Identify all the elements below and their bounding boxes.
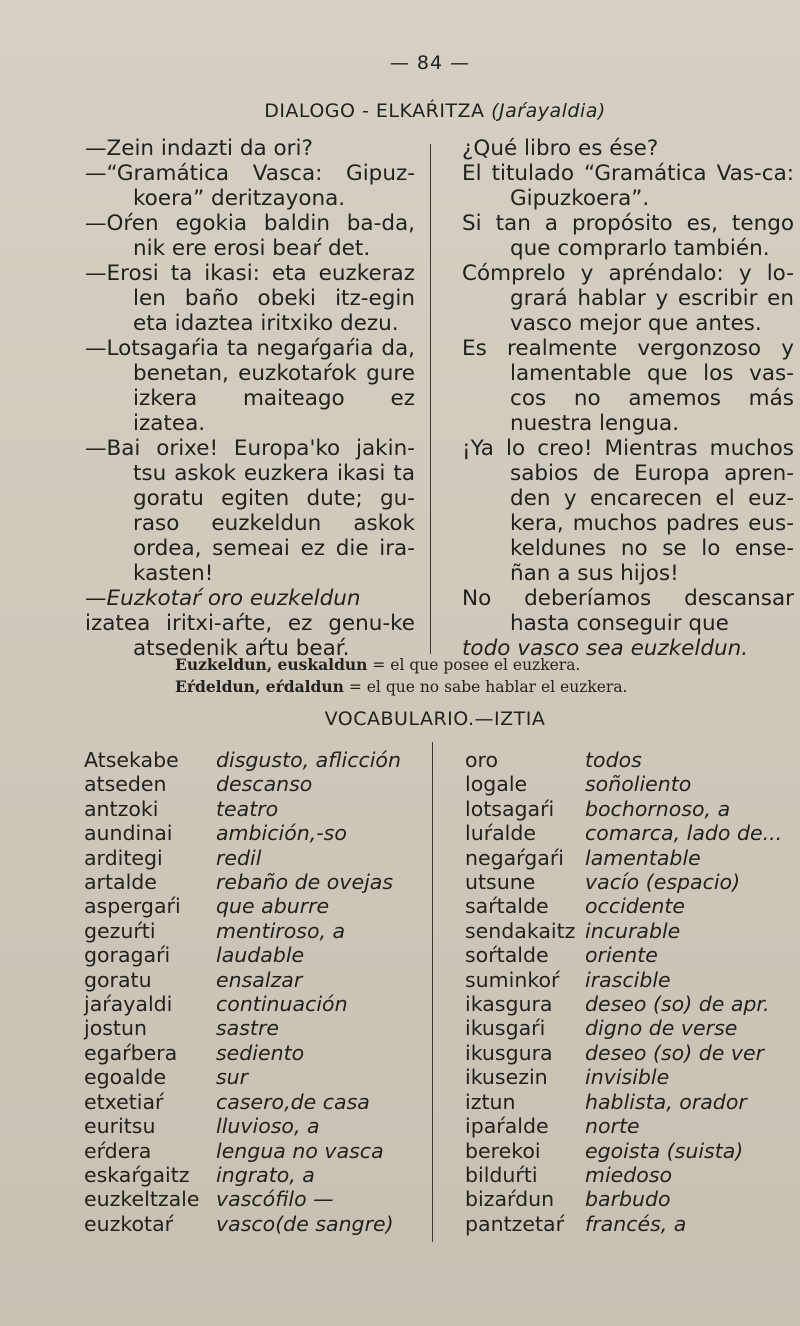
vocabulary-term: utsune xyxy=(465,870,536,895)
vocabulary-gloss: vacío (espacio) xyxy=(585,870,741,895)
vocabulary-gloss: ambición,-so xyxy=(216,821,347,846)
vocabulary-gloss: incurable xyxy=(585,918,681,943)
dialog-line: —Zein indazti da ori? xyxy=(85,136,313,161)
vocabulary-row xyxy=(84,1090,424,1114)
vocabulary-gloss: descanso xyxy=(216,772,313,797)
vocabulary-row xyxy=(84,894,424,918)
footnote-line xyxy=(175,676,735,698)
dialog-line: —Bai orixe! Europa'ko jakin-tsu askok euzkera ikasi ta goratu egiten dute; gu-raso euzkeldun askok ordea, semeai ez die ira-kasten! xyxy=(85,436,415,586)
vocabulary-term: suminkoŕ xyxy=(465,967,560,992)
vocabulary-row xyxy=(84,821,424,845)
vocabulary-row xyxy=(84,1187,424,1211)
vocabulary-gloss: redil xyxy=(216,845,262,870)
vocabulary-term: jaŕayaldi xyxy=(84,992,173,1017)
vocabulary-row xyxy=(84,748,424,772)
vocabulary-gloss: sur xyxy=(216,1065,249,1090)
vocabulary-gloss: lamentable xyxy=(585,845,701,870)
vocabulary-term: antzoki xyxy=(84,796,159,821)
vocabulary-term: euzkotaŕ xyxy=(84,1211,174,1236)
dialog-line: —Erosi ta ikasi: eta euzkeraz len baño obeki itz-egin eta idaztea iritxiko dezu. xyxy=(85,261,415,336)
vocabulary-row xyxy=(84,1212,424,1236)
vocabulary-gloss: oriente xyxy=(585,943,658,968)
vocabulary-term: aundinai xyxy=(84,821,173,846)
vocabulary-row xyxy=(465,797,800,821)
vocabulary-gloss: soñoliento xyxy=(585,772,692,797)
vocabulary-term: Atsekabe xyxy=(84,748,179,772)
footnote-term: Euzkeldun, euskaldun xyxy=(175,655,368,674)
vocabulary-row xyxy=(84,1016,424,1040)
vocabulary-row xyxy=(465,1187,800,1211)
vocabulary-row xyxy=(84,1139,424,1163)
vocabulary-term: berekoi xyxy=(465,1138,541,1163)
dialog-line: Es realmente vergonzoso y lamentable que los vas-cos no amemos más nuestra lengua. xyxy=(462,336,794,436)
vocabulary-gloss: lluvioso, a xyxy=(216,1114,320,1139)
vocabulary-term: oro xyxy=(465,748,499,772)
vocabulary-row xyxy=(465,1016,800,1040)
dialog-line: Cómprelo y apréndalo: y lo-grará hablar y escribir en vasco mejor que antes. xyxy=(462,261,794,336)
vocabulary-gloss: que aburre xyxy=(216,894,330,919)
heading-main: DIALOGO - ELKAŔITZA xyxy=(264,100,485,122)
footnote-line xyxy=(175,654,735,676)
vocabulary-gloss: comarca, lado de... xyxy=(585,821,783,846)
vocabulary-row xyxy=(84,968,424,992)
vocabulary-row xyxy=(84,797,424,821)
vocabulary-term: egoalde xyxy=(84,1065,167,1090)
vocabulary-row xyxy=(465,1090,800,1114)
vocabulary-row xyxy=(84,870,424,894)
vocabulary-row xyxy=(465,1114,800,1138)
vocabulary-row xyxy=(465,919,800,943)
vocabulary-term: iztun xyxy=(465,1089,516,1114)
vocabulary-row xyxy=(465,894,800,918)
vocabulary-term: eŕdera xyxy=(84,1138,152,1163)
vocabulary-term: bilduŕti xyxy=(465,1162,538,1187)
vocabulary-term: goragaŕi xyxy=(84,943,171,968)
vocabulary-term: soŕtalde xyxy=(465,943,549,968)
dialog-line: —“Gramática Vasca: Gipuz-koera” deritzayona. xyxy=(85,161,415,211)
vocabulary-gloss: egoista (suista) xyxy=(585,1138,744,1163)
vocabulary-row xyxy=(465,772,800,796)
vocabulary-gloss: francés, a xyxy=(585,1211,687,1236)
column-divider xyxy=(430,144,431,654)
vocabulary-gloss: mentiroso, a xyxy=(216,918,346,943)
vocabulary-gloss: hablista, orador xyxy=(585,1089,747,1114)
vocabulary-term: arditegi xyxy=(84,845,163,870)
dialog-line: —Lotsagaŕia ta negaŕgaŕia da, benetan, euzkotaŕok gure izkera maiteago ez izatea. xyxy=(85,336,415,436)
vocabulary-gloss: continuación xyxy=(216,992,348,1017)
dialog-line: izatea iritxi-aŕte, ez genu-ke atsedenik aŕtu beaŕ. xyxy=(85,611,415,661)
vocabulary-row xyxy=(465,1041,800,1065)
page-number: — 84 — xyxy=(389,52,471,74)
vocabulary-term: jostun xyxy=(84,1016,147,1041)
vocabulary-row xyxy=(465,870,800,894)
vocabulary-row xyxy=(84,846,424,870)
vocabulary-gloss: digno de verse xyxy=(585,1016,738,1041)
dialog-line: —Oŕen egokia baldin ba-da, nik ere erosi beaŕ det. xyxy=(85,211,415,261)
page-heading xyxy=(0,100,800,122)
vocabulary-gloss: ensalzar xyxy=(216,967,303,992)
vocabulary-term: ikusezin xyxy=(465,1065,548,1090)
vocabulary-gloss: todos xyxy=(585,748,642,772)
vocabulary-term: gezuŕti xyxy=(84,918,156,943)
vocabulary-row xyxy=(84,1163,424,1187)
vocabulary-term: euzkeltzale xyxy=(84,1187,200,1212)
vocabulary-gloss: laudable xyxy=(216,943,305,968)
vocabulary-gloss: sastre xyxy=(216,1016,280,1041)
dialog-line: todo vasco sea euzkeldun. xyxy=(462,636,749,661)
vocabulary-term: aspergaŕi xyxy=(84,894,181,919)
vocabulary-row xyxy=(465,1212,800,1236)
vocabulary-gloss: vasco(de sangre) xyxy=(216,1211,394,1236)
vocabulary-term: ikasgura xyxy=(465,992,553,1017)
vocabulary-gloss: ingrato, a xyxy=(216,1162,315,1187)
vocabulary-gloss: miedoso xyxy=(585,1162,673,1187)
vocabulary-term: ipaŕalde xyxy=(465,1114,549,1139)
vocabulary-term: sendakaitz xyxy=(465,918,576,943)
vocabulary-gloss: barbudo xyxy=(585,1187,671,1212)
vocabulary-row xyxy=(465,1139,800,1163)
vocabulary-row xyxy=(465,1163,800,1187)
vocabulary-term: atseden xyxy=(84,772,167,797)
vocabulary-gloss: disgusto, aflicción xyxy=(216,748,401,772)
vocabulary-term: logale xyxy=(465,772,528,797)
vocabulary-gloss: lengua no vasca xyxy=(216,1138,384,1163)
vocabulary-term: artalde xyxy=(84,870,157,895)
vocabulary-divider xyxy=(432,742,433,1242)
vocabulary-term: etxetiaŕ xyxy=(84,1089,164,1114)
vocabulary-row xyxy=(84,1065,424,1089)
vocabulary-row xyxy=(465,846,800,870)
dialog-line: ¿Qué libro es ése? xyxy=(462,136,659,161)
vocabulary-term: negaŕgaŕi xyxy=(465,845,564,870)
dialog-line: ¡Ya lo creo! Mientras muchos sabios de Europa apren-den y encarecen el euz-kera, muchos padres eus-keldunes no se lo ense-ñan a sus hijos! xyxy=(462,436,794,586)
heading-subtitle: (Jaŕayaldia) xyxy=(491,100,606,122)
vocabulary-row xyxy=(84,1114,424,1138)
dialog-line: No deberíamos descansar hasta conseguir que xyxy=(462,586,794,636)
vocabulary-title: VOCABULARIO.—IZTIA xyxy=(324,708,546,730)
vocabulary-row xyxy=(465,748,800,772)
vocabulary-row xyxy=(84,992,424,1016)
vocabulary-gloss: vascófilo — xyxy=(216,1187,334,1212)
vocabulary-gloss: casero,de casa xyxy=(216,1089,370,1114)
dialog-spanish-column xyxy=(462,136,794,661)
vocabulary-gloss: occidente xyxy=(585,894,686,919)
vocabulary-gloss: deseo (so) de apr. xyxy=(585,992,770,1017)
vocabulary-row xyxy=(84,1041,424,1065)
vocabulary-row xyxy=(84,943,424,967)
footnote-term: Eŕdeldun, eŕdaldun xyxy=(175,677,344,696)
vocabulary-term: lotsagaŕi xyxy=(465,796,555,821)
vocabulary-term: goratu xyxy=(84,967,152,992)
vocabulary-term: bizaŕdun xyxy=(465,1187,555,1212)
footnote-definition: = el que posee el euzkera. xyxy=(367,656,581,674)
vocabulary-gloss: sediento xyxy=(216,1040,305,1065)
vocabulary-term: luŕalde xyxy=(465,821,536,846)
footnotes xyxy=(175,654,735,698)
vocabulary-row xyxy=(84,919,424,943)
vocabulary-term: egaŕbera xyxy=(84,1040,178,1065)
dialog-line: Si tan a propósito es, tengo que comprarlo también. xyxy=(462,211,794,261)
vocabulary-right-column xyxy=(465,748,800,1236)
dialog-line: El titulado “Gramática Vas-ca: Gipuzkoera”. xyxy=(462,161,794,211)
footnote-definition: = el que no sabe hablar el euzkera. xyxy=(343,678,628,696)
vocabulary-gloss: invisible xyxy=(585,1065,670,1090)
vocabulary-term: pantzetaŕ xyxy=(465,1211,565,1236)
vocabulary-gloss: rebaño de ovejas xyxy=(216,870,394,895)
dialog-line: —Euzkotaŕ oro euzkeldun xyxy=(85,586,361,611)
vocabulary-row xyxy=(465,992,800,1016)
vocabulary-term: eskaŕgaitz xyxy=(84,1162,190,1187)
vocabulary-gloss: teatro xyxy=(216,796,279,821)
vocabulary-term: ikusgaŕi xyxy=(465,1016,546,1041)
vocabulary-gloss: norte xyxy=(585,1114,640,1139)
vocabulary-row xyxy=(465,821,800,845)
vocabulary-gloss: deseo (so) de ver xyxy=(585,1040,765,1065)
vocabulary-row xyxy=(465,943,800,967)
dialog-basque-column xyxy=(85,136,415,661)
vocabulary-gloss: irascible xyxy=(585,967,671,992)
vocabulary-row xyxy=(465,968,800,992)
vocabulary-gloss: bochornoso, a xyxy=(585,796,731,821)
vocabulary-row xyxy=(84,772,424,796)
vocabulary-left-column xyxy=(84,748,424,1236)
vocabulary-term: ikusgura xyxy=(465,1040,553,1065)
vocabulary-term: saŕtalde xyxy=(465,894,549,919)
vocabulary-row xyxy=(465,1065,800,1089)
vocabulary-term: euritsu xyxy=(84,1114,156,1139)
